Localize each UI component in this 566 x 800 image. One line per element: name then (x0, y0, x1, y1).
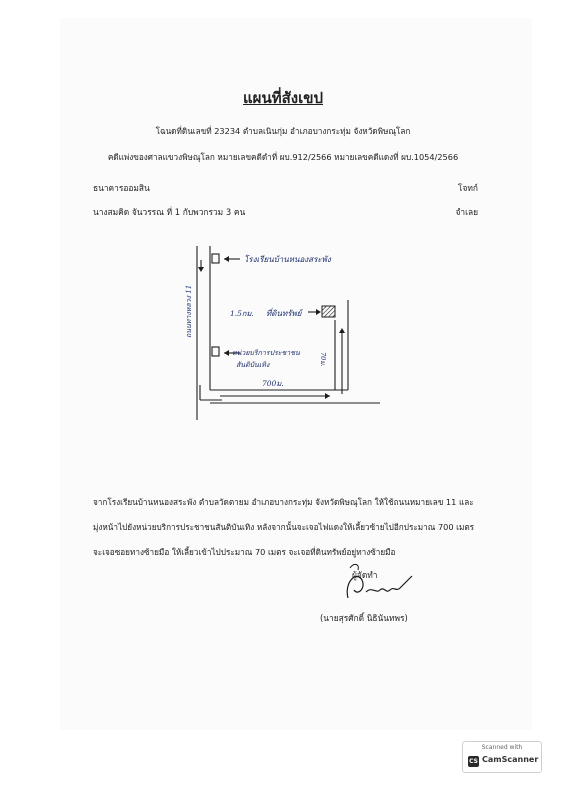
distance-east-label: 700ม. (262, 379, 284, 388)
distance-north-label: 1.5กม. (230, 309, 254, 318)
service-label-2: สันติบันเทิง (236, 361, 270, 369)
plaintiff-role: โจทก์ (458, 183, 478, 193)
service-unit-marker (212, 347, 219, 356)
property-plot (322, 306, 335, 317)
document-title: แผนที่สังเขป (243, 89, 323, 107)
defendant-role: จำเลย (455, 207, 478, 217)
property-label: ที่ดินทรัพย์ (266, 309, 302, 318)
plaintiff-name: ธนาคารออมสิน (93, 183, 150, 193)
signature-name: (นายสุรศักดิ์ นิธินันทพร) (320, 613, 408, 623)
camscanner-logo-icon: CS (469, 758, 478, 765)
school-label: โรงเรียนบ้านหนองสระพัง (244, 255, 331, 264)
camscanner-name: CamScanner (482, 755, 539, 764)
deed-line: โฉนดที่ดินเลขที่ 23234 ตำบลเนินกุ่ม อำเภอบางกระทุ่ม จังหวัดพิษณุโลก (155, 126, 411, 136)
sketch-map (180, 240, 380, 420)
soi-distance-label: 70ม. (319, 352, 327, 367)
camscanner-badge (462, 741, 542, 773)
signature-scribble (336, 558, 426, 608)
directions-text: จากโรงเรียนบ้านหนองสระพัง ตำบลวัดตายม อำเภอบางกระทุ่ม จังหวัดพิษณุโลก ให้ใช้ถนนหมายเลข 11 และมุ่งหน้าไปยังหน่วยบริการประชาชนสันติบันเทิง หลังจากนั้นจะเจอไฟแดงให้เลี้ยวซ้ายไปอีกประมาณ 700 เมตร จะเจอซอยทางซ้ายมือ ให้เลี้ยวเข้าไปประมาณ 70 เมตร จะเจอที่ดินทรัพย์อยู่ทางซ้ายมือ (93, 497, 475, 557)
signature-label: ผู้จัดทำ (352, 570, 378, 580)
service-label-1: หน่วยบริการประชาชน (232, 349, 300, 357)
defendant-name: นางสมคิด จันวรรณ ที่ 1 กับพวกรวม 3 คน (93, 207, 246, 217)
school-marker (212, 254, 219, 263)
court-line: คดีแพ่งของศาลแขวงพิษณุโลก หมายเลขคดีดำที่ ผบ.912/2566 หมายเลขคดีแดงที่ ผบ.1054/2566 (107, 152, 459, 162)
scanned-with-text: Scanned with (481, 744, 523, 751)
road-label: ถนนทางหลวง 11 (185, 284, 193, 338)
